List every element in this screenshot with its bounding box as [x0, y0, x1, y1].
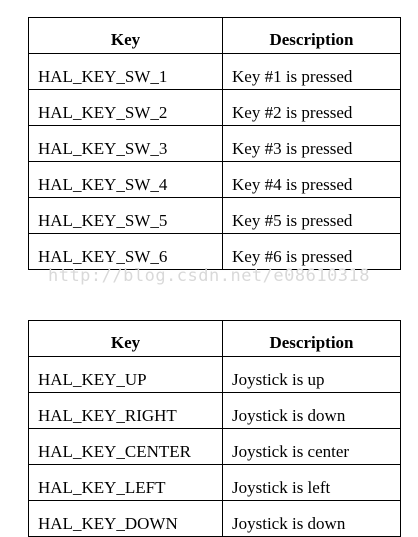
description-cell: Key #2 is pressed [223, 90, 401, 126]
key-cell: HAL_KEY_SW_6 [29, 234, 223, 270]
table-header-row [29, 321, 401, 357]
table-row [29, 90, 401, 126]
description-cell: Joystick is up [223, 357, 401, 393]
key-cell: HAL_KEY_DOWN [29, 501, 223, 537]
column-header-key: Key [29, 321, 223, 357]
table-row [29, 162, 401, 198]
key-cell: HAL_KEY_SW_2 [29, 90, 223, 126]
description-cell: Key #1 is pressed [223, 54, 401, 90]
key-switch-table [28, 17, 401, 270]
table-row [29, 234, 401, 270]
table-row [29, 357, 401, 393]
key-cell: HAL_KEY_SW_5 [29, 198, 223, 234]
description-cell: Joystick is down [223, 501, 401, 537]
key-cell: HAL_KEY_SW_3 [29, 126, 223, 162]
key-cell: HAL_KEY_LEFT [29, 465, 223, 501]
column-header-description: Description [223, 321, 401, 357]
description-cell: Key #4 is pressed [223, 162, 401, 198]
key-cell: HAL_KEY_CENTER [29, 429, 223, 465]
key-cell: HAL_KEY_UP [29, 357, 223, 393]
table-row [29, 501, 401, 537]
column-header-description: Description [223, 18, 401, 54]
description-cell: Joystick is left [223, 465, 401, 501]
key-cell: HAL_KEY_RIGHT [29, 393, 223, 429]
description-cell: Key #3 is pressed [223, 126, 401, 162]
joystick-key-table [28, 320, 401, 537]
table-row [29, 393, 401, 429]
table-row [29, 465, 401, 501]
table-row [29, 126, 401, 162]
table-row [29, 429, 401, 465]
table-row [29, 198, 401, 234]
description-cell: Key #5 is pressed [223, 198, 401, 234]
key-cell: HAL_KEY_SW_4 [29, 162, 223, 198]
column-header-key: Key [29, 18, 223, 54]
table-row [29, 54, 401, 90]
key-cell: HAL_KEY_SW_1 [29, 54, 223, 90]
description-cell: Joystick is center [223, 429, 401, 465]
table-header-row [29, 18, 401, 54]
watermark-text: http://blog.csdn.net/e08610318 [47, 266, 371, 286]
description-cell: Joystick is down [223, 393, 401, 429]
description-cell: Key #6 is pressed [223, 234, 401, 270]
